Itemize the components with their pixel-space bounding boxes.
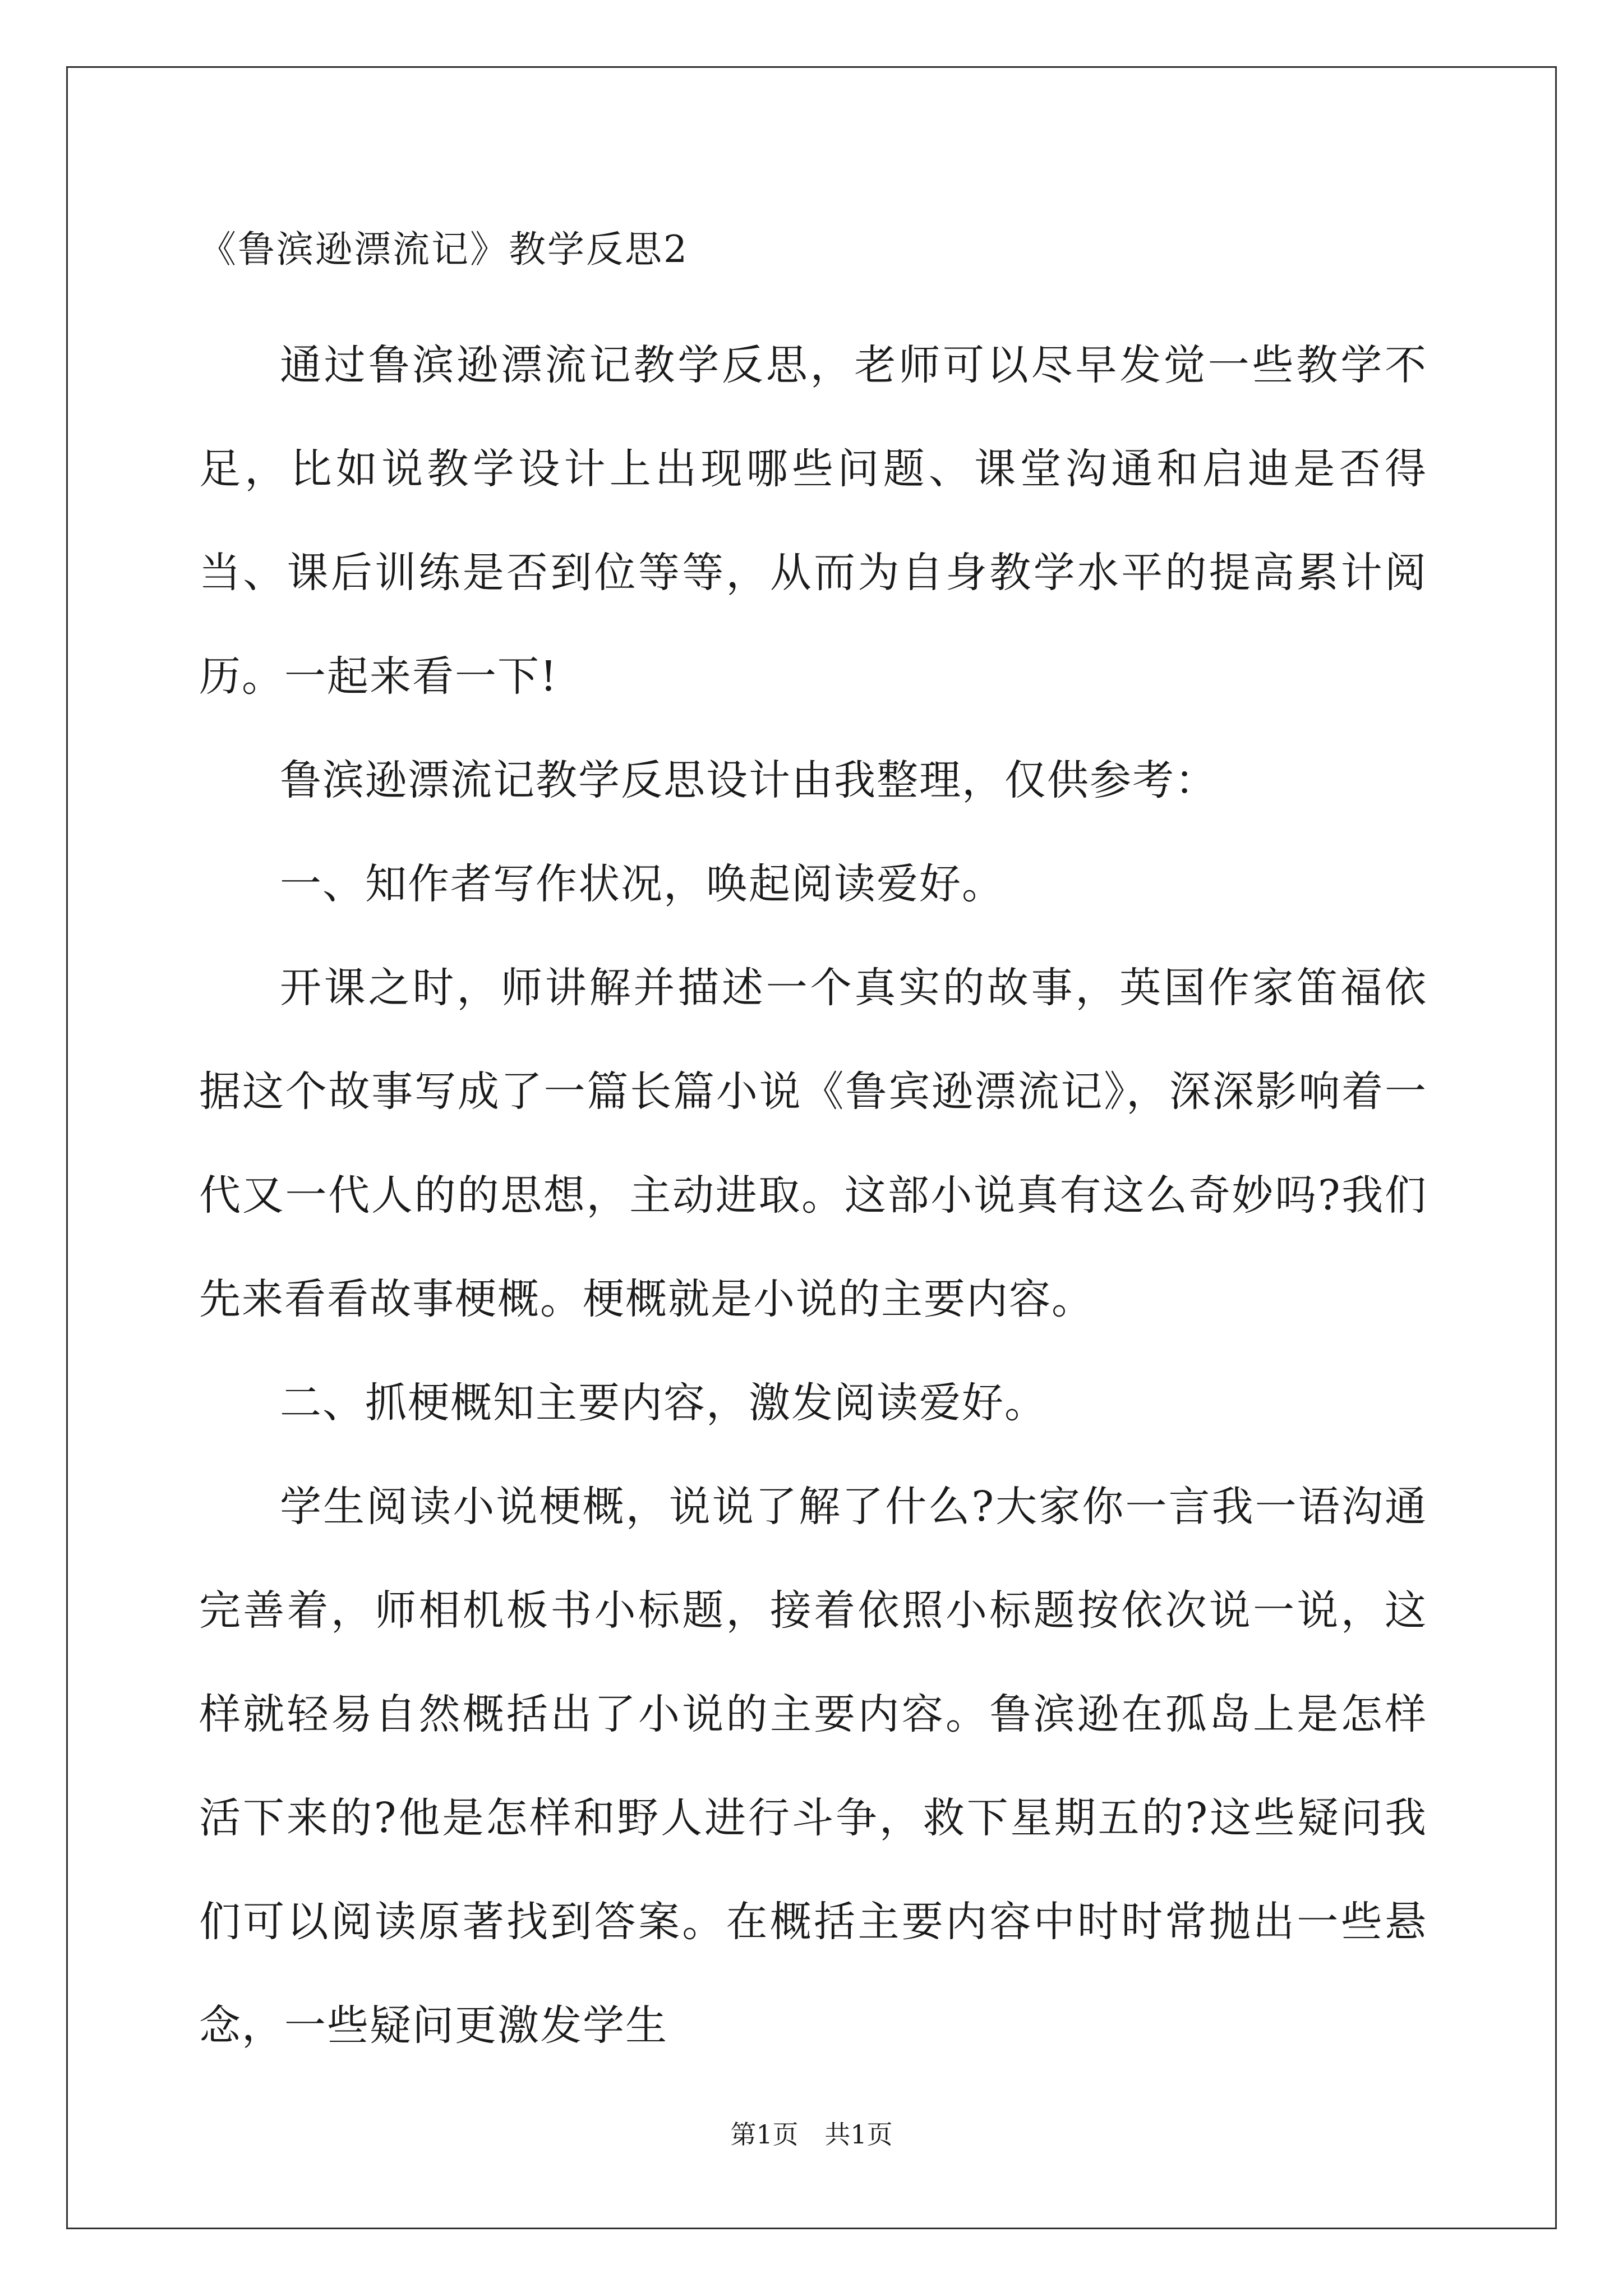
document-title: 《鲁滨逊漂流记》教学反思2	[199, 228, 689, 271]
page-footer	[0, 2118, 1623, 2151]
section-heading-1: 一、知作者写作状况，唤起阅读爱好。	[280, 860, 1004, 908]
section-heading-2: 二、抓梗概知主要内容，激发阅读爱好。	[280, 1379, 1047, 1427]
paragraph-section-1: 开课之时，师讲解并描述一个真实的故事，英国作家笛福依据这个故事写成了一篇长篇小说《鲁宾逊漂流记》，深深影响着一代又一代人的的思想，主动进取。这部小说真有这么奇妙吗?我们先来看看故事梗概。梗概就是小说的主要内容。	[199, 964, 1427, 1323]
paragraph-source-note: 鲁滨逊漂流记教学反思设计由我整理，仅供参考：	[280, 756, 1218, 804]
paragraph-section-2: 学生阅读小说梗概，说说了解了什么?大家你一言我一语沟通完善着，师相机板书小标题，接着依照小标题按依次说一说，这样就轻易自然概括出了小说的主要内容。鲁滨逊在孤岛上是怎样活下来的?他是怎样和野人进行斗争，救下星期五的?这些疑问我们可以阅读原著找到答案。在概括主要内容中时时常抛出一些悬念，一些疑问更激发学生	[199, 1483, 1427, 2050]
page-total: 共1页	[824, 2119, 893, 2150]
page-number: 第1页	[730, 2119, 799, 2150]
document-body	[199, 222, 1427, 2078]
paragraph-intro: 通过鲁滨逊漂流记教学反思，老师可以尽早发觉一些教学不足，比如说教学设计上出现哪些问题、课堂沟通和启迪是否得当、课后训练是否到位等等，从而为自身教学水平的提高累计阅历。一起来看一下!	[199, 341, 1427, 701]
